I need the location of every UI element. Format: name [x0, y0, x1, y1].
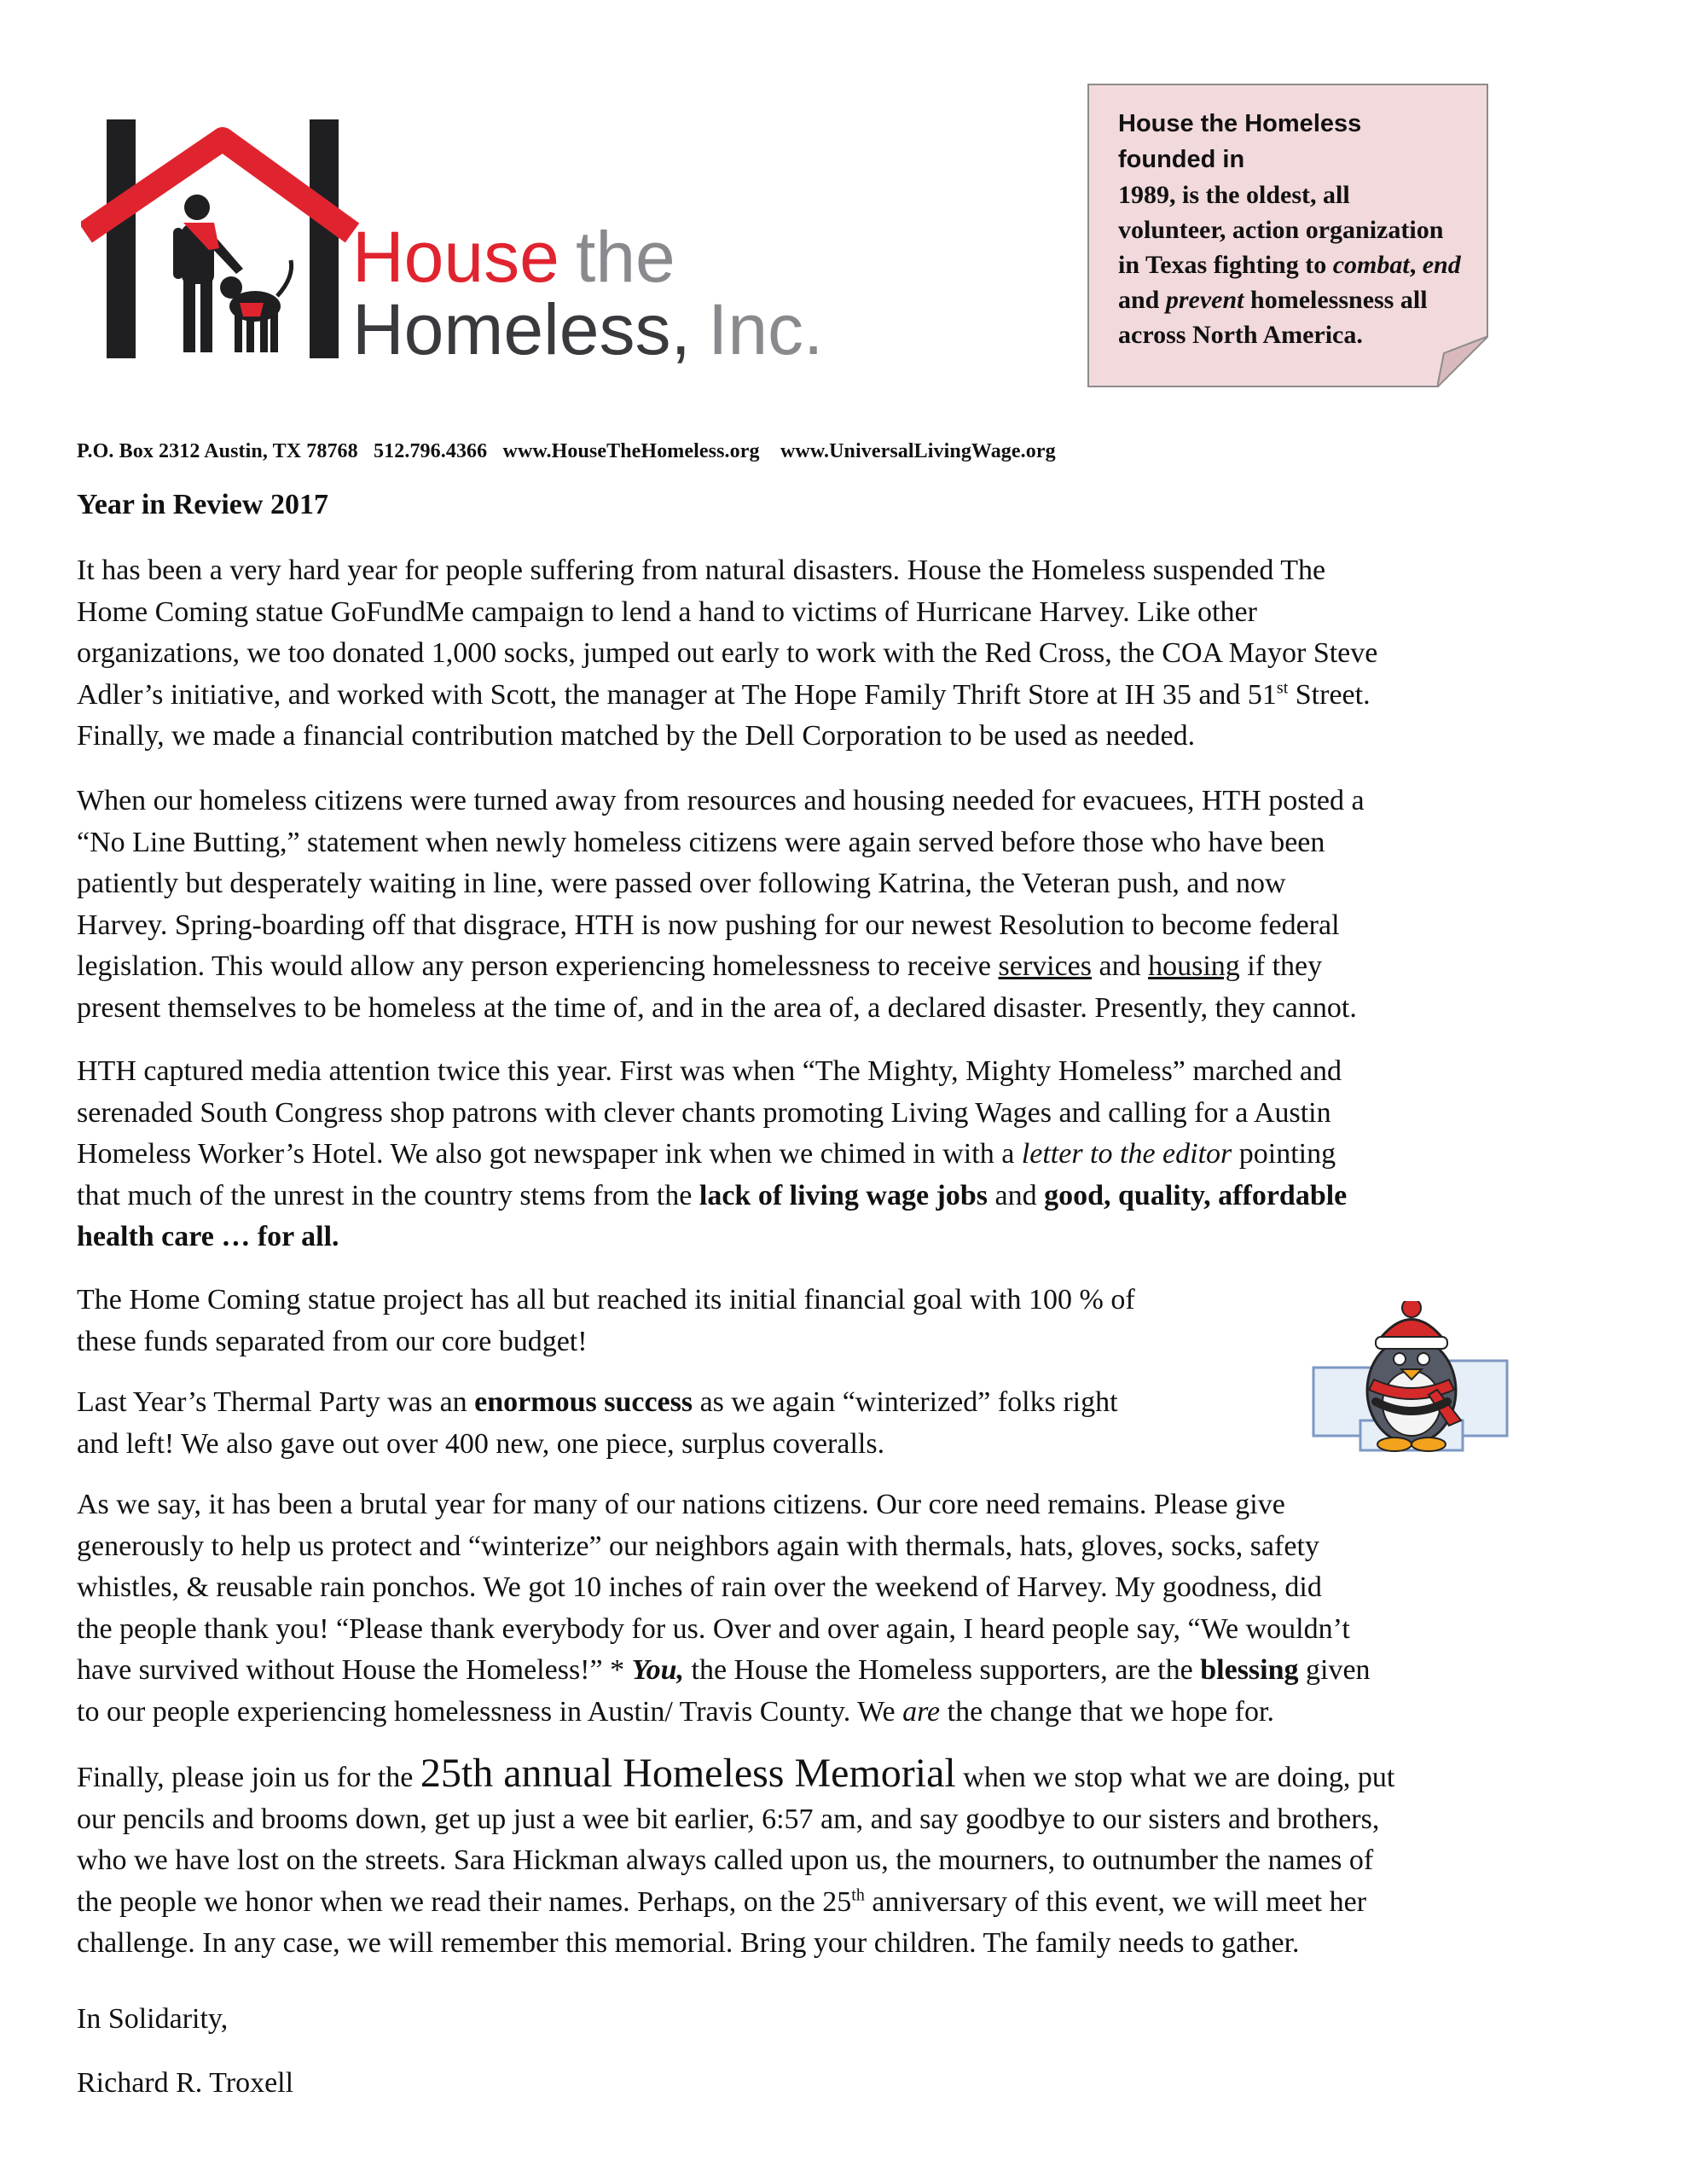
- text-line: when we stop what we are doing, put: [955, 1762, 1395, 1793]
- text-line: to our people experiencing homelessness in Austin/ Travis County. We: [77, 1695, 903, 1728]
- text-line: It has been a very hard year for people suffering from natural disasters. House the Homeless suspended The: [77, 555, 1326, 586]
- text-line: Finally, we made a financial contribution matched by the Dell Corporation to be used as needed.: [77, 720, 1196, 752]
- memorial-emphasis: 25th annual Homeless Memorial: [420, 1751, 956, 1796]
- text-line: Home Coming statue GoFundMe campaign to lend a hand to victims of Hurricane Harvey. Like other: [77, 595, 1257, 628]
- text-line: the House the Homeless supporters, are the: [684, 1654, 1201, 1686]
- italic-text: letter to the editor: [1021, 1138, 1232, 1170]
- text-line: HTH captured media attention twice this year. First was when “The Mighty, Mighty Homeless” marched and: [77, 1055, 1342, 1087]
- contact-address-line: P.O. Box 2312 Austin, TX 78768 512.796.4366 www.HouseTheHomeless.org www.UniversalLivingWage.org: [77, 440, 1056, 462]
- text-line: When our homeless citizens were turned away from resources and housing needed for evacuees, HTH posted a: [77, 785, 1365, 816]
- italic-text: are: [902, 1695, 941, 1728]
- text-line: the people we honor when we read their names. Perhaps, on the 25: [77, 1885, 852, 1918]
- text-line: given: [1298, 1654, 1371, 1686]
- text-line: anniversary of this event, we will meet her: [864, 1885, 1367, 1918]
- text-line: pointing: [1232, 1138, 1336, 1170]
- text-line: if they: [1239, 950, 1323, 982]
- logo-word-homeless: Homeless,: [352, 289, 691, 369]
- text-line: and left! We also gave out over 400 new, one piece, surplus coveralls.: [77, 1427, 885, 1460]
- bold-italic-text: You,: [631, 1654, 685, 1686]
- note-italic: prevent: [1165, 286, 1244, 314]
- text-line: Harvey. Spring-boarding off that disgrace, HTH is now pushing for our newest Resolution to become federal: [77, 909, 1340, 941]
- note-italic: combat: [1332, 251, 1410, 279]
- sticky-note: [1087, 84, 1488, 387]
- note-line: House the Homeless founded in: [1118, 110, 1362, 173]
- text-line: our pencils and brooms down, get up just a wee bit earlier, 6:57 am, and say goodbye to our sisters and brothers,: [77, 1803, 1380, 1835]
- text-line: Street.: [1288, 678, 1371, 711]
- note-line: homelessness all: [1244, 286, 1428, 314]
- text-line: generously to help us protect and “winterize” our neighbors again with thermals, hats, gloves, socks, safety: [77, 1530, 1319, 1562]
- text-line: organizations, we too donated 1,000 socks, jumped out early to work with the Red Cross, the COA Mayor Steve: [77, 637, 1378, 669]
- text-line: legislation. This would allow any person experiencing homelessness to receive: [77, 950, 999, 982]
- underlined-text: housing: [1148, 950, 1240, 982]
- text-line: and: [988, 1179, 1045, 1211]
- text-line: who we have lost on the streets. Sara Hickman always called upon us, the mourners, to outnumber the names of: [77, 1844, 1374, 1876]
- note-line: volunteer, action organization: [1118, 216, 1444, 244]
- paragraph-statue-project: [77, 1280, 1135, 1362]
- note-line: in Texas fighting to: [1118, 251, 1333, 279]
- person-icon: [173, 195, 243, 352]
- note-italic: end: [1422, 251, 1461, 279]
- text-line: present themselves to be homeless at the time of, and in the area of, a declared disaster. Presently, they cannot.: [77, 991, 1357, 1024]
- bold-text: health care … for all.: [77, 1221, 339, 1252]
- sticky-note-text: [1118, 106, 1461, 352]
- page-title: Year in Review 2017: [77, 489, 328, 520]
- text-line: the people thank you! “Please thank everybody for us. Over and over again, I heard people say, “We wouldn’t: [77, 1612, 1350, 1645]
- paragraph-thermal-party: [77, 1382, 1118, 1465]
- house-logo-icon: [81, 107, 832, 371]
- signature: Richard R. Troxell: [77, 2067, 294, 2099]
- text-line: that much of the unrest in the country stems from the: [77, 1179, 699, 1211]
- organization-logo: [81, 107, 832, 371]
- note-line: and: [1118, 286, 1166, 314]
- text-line: whistles, & reusable rain ponchos. We got 10 inches of rain over the weekend of Harvey. My goodness, did: [77, 1571, 1322, 1603]
- text-line: Finally, please join us for the: [77, 1762, 420, 1793]
- superscript: st: [1276, 678, 1289, 698]
- text-line: patiently but desperately waiting in line, were passed over following Katrina, the Veteran push, and now: [77, 868, 1286, 899]
- logo-word-the: the: [576, 217, 675, 297]
- text-line: Last Year’s Thermal Party was an: [77, 1386, 475, 1418]
- text-line: challenge. In any case, we will remember this memorial. Bring your children. The family needs to gather.: [77, 1927, 1300, 1959]
- paragraph-no-line-butting: [77, 781, 1365, 1029]
- paragraph-disasters: [77, 550, 1377, 758]
- text-line: The Home Coming statue project has all but reached its initial financial goal with 100 % of: [77, 1284, 1135, 1316]
- note-line: 1989, is the oldest, all: [1118, 181, 1350, 209]
- bold-text: good, quality, affordable: [1044, 1179, 1348, 1211]
- paragraph-media-attention: [77, 1051, 1347, 1258]
- text-line: serenaded South Congress shop patrons with clever chants promoting Living Wages and calling for a Austin: [77, 1096, 1331, 1129]
- logo-word-house: House: [352, 217, 559, 297]
- text-line: as we again “winterized” folks right: [693, 1386, 1118, 1418]
- closing: In Solidarity,: [77, 2003, 229, 2035]
- text-line: As we say, it has been a brutal year for many of our nations citizens. Our core need remains. Please give: [77, 1489, 1285, 1520]
- text-line: these funds separated from our core budget!: [77, 1325, 588, 1357]
- text-line: “No Line Butting,” statement when newly homeless citizens were again served before those who have been: [77, 826, 1325, 858]
- page-fold-icon: [1437, 336, 1488, 387]
- text-line: the change that we hope for.: [940, 1695, 1274, 1728]
- bold-text: lack of living wage jobs: [699, 1179, 988, 1211]
- text-line: and: [1092, 950, 1149, 982]
- text-line: Adler’s initiative, and worked with Scott, the manager at The Hope Family Thrift Store at IH 35 and 51: [77, 678, 1277, 711]
- text-line: have survived without House the Homeless!” *: [77, 1654, 632, 1686]
- bold-text: enormous success: [474, 1386, 693, 1418]
- text-line: Homeless Worker’s Hotel. We also got newspaper ink when we chimed in with a: [77, 1138, 1022, 1170]
- note-line: across North America.: [1118, 321, 1363, 349]
- paragraph-memorial: [77, 1753, 1394, 1965]
- note-line: ,: [1409, 251, 1423, 279]
- logo-word-inc: Inc.: [708, 289, 824, 369]
- bold-text: blessing: [1200, 1654, 1299, 1686]
- penguin-icon: [1309, 1301, 1514, 1459]
- superscript: th: [851, 1885, 865, 1905]
- paragraph-core-need: [77, 1484, 1371, 1733]
- underlined-text: services: [998, 950, 1093, 982]
